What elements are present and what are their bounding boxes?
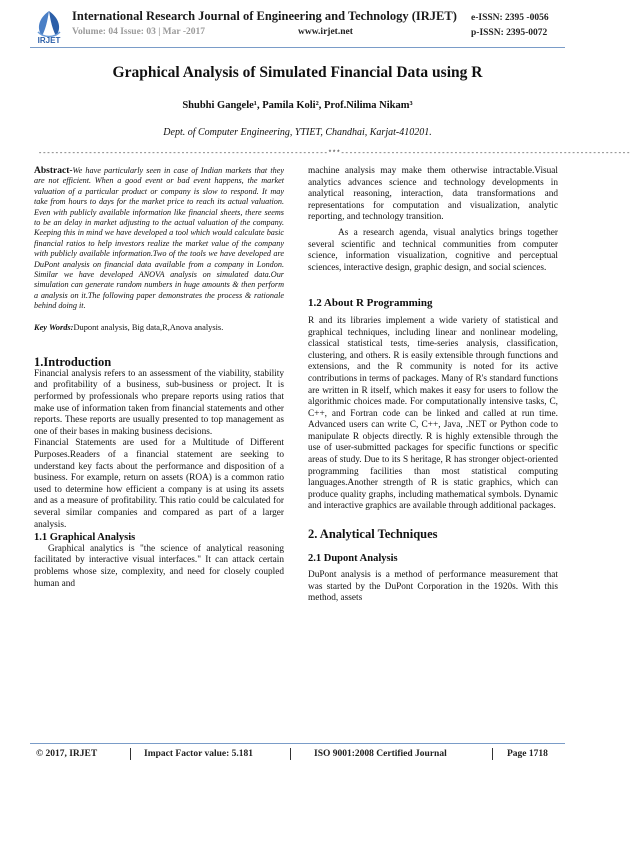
keywords-label: Key Words: bbox=[34, 322, 74, 332]
intro-heading: 1.Introduction bbox=[34, 355, 112, 370]
about-r-heading: 1.2 About R Programming bbox=[308, 297, 433, 310]
logo-text: IRJET bbox=[37, 36, 61, 45]
footer-divider bbox=[130, 748, 131, 760]
header-rule bbox=[30, 47, 565, 48]
paper-affiliation: Dept. of Computer Engineering, YTIET, Chandhai, Karjat-410201. bbox=[163, 127, 432, 138]
footer-impact-factor: Impact Factor value: 5.181 bbox=[144, 749, 254, 759]
left-column bbox=[34, 166, 284, 590]
section-separator: ---------------------------------------------------------------------***--------------------------------------------------------------------- bbox=[38, 150, 630, 158]
graphical-analysis-paragraph-2: As a research agenda, visual analytics brings together several scientific and technical communities from computer science, information visualization, cognitive and perceptual sciences, interactive design, graphic design, and social sciences. bbox=[308, 227, 558, 273]
dupont-heading: 2.1 Dupont Analysis bbox=[308, 552, 398, 564]
about-r-paragraph: R and its libraries implement a wide variety of statistical and graphical techniques, including linear and nonlinear modeling, classical statistical tests, time-series analysis, classification, clustering, and others. R is easily extensible through functions and extensions, and the R community is noted for its active contributions in terms of packages. Many of R's standard functions are written in R itself, which makes it easy for users to follow the algorithmic choices made. For computationally intensive tasks, C, C++, and Fortran code can be linked and called at run time. Advanced users can write C, C++, Java, .NET or Python code to manipulate R objects directly. R is highly extensible through the use of user-submitted packages for specific functions or specific areas of study. Due to its S heritage, R has stronger object-oriented programming facilities than most statistical computing languages.Another strength of R is static graphics, which can produce quality graphs, including mathematical symbols. Dynamic and interactive graphics are available through additional packages. bbox=[308, 315, 558, 512]
graphical-analysis-paragraph-1: Graphical analytics is "the science of analytical reasoning facilitated by interactive visual interfaces." It can attack certain problems whose size, complexity, and need for closely coupled human and bbox=[34, 543, 284, 589]
e-issn: e-ISSN: 2395 -0056 bbox=[471, 13, 549, 23]
paper-title: Graphical Analysis of Simulated Financial Data using R bbox=[112, 64, 483, 81]
footer-rule bbox=[30, 743, 565, 744]
right-column bbox=[308, 166, 558, 605]
footer-divider bbox=[492, 748, 493, 760]
dupont-paragraph: DuPont analysis is a method of performance measurement that was started by the DuPont Corporation in the 1920s. With this method, assets bbox=[308, 570, 558, 604]
paper-authors: Shubhi Gangele¹, Pamila Koli², Prof.Nilima Nikam³ bbox=[182, 100, 413, 111]
analytical-techniques-heading: 2. Analytical Techniques bbox=[308, 527, 438, 542]
intro-paragraph-1: Financial analysis refers to an assessment of the viability, stability and profitability of a business, sub-business or project. It is performed by professionals who prepare reports using ratios that make use of information taken from financial statements and other reports. These reports are usually presented to top management as one of their bases in making business decisions. bbox=[34, 368, 284, 437]
footer-iso: ISO 9001:2008 Certified Journal bbox=[314, 749, 447, 759]
graphical-analysis-paragraph-1-continued: machine analysis may make them otherwise intractable.Visual analytics advances science and technology developments in analytical reasoning, interaction, data transformations and representations for computation and visualization, analytic reporting, and technology transition. bbox=[308, 166, 558, 223]
abstract-label: Abstract- bbox=[34, 166, 73, 176]
volume-line: Volume: 04 Issue: 03 | Mar -2017 bbox=[72, 27, 205, 37]
abstract bbox=[34, 166, 284, 312]
abstract-text: We have particularly seen in case of Indian markets that they are not efficient. When a good event or bad event happens, the market valuation of a particular product or company is slow to respond. It may take from hours to days for the market price to reach its actual valuation. Even with publicly available information like financial sheets, there seems to be an delay in market adjusting to the actual valuation of the company. Keeping this in mind we have developed a tool which would calculate basic financial ratios to help investors realize the market value of the company with publicly available information.Two of the tools we have developed are DuPont analysis on financial data available from a company in London. Similar we have developed ANOVA analysis on simulated data.Our simulation can generate random numbers in huge amounts & then perform a analysis on it.The following paper demonstrates the process & rationale behind doing it. bbox=[34, 166, 284, 311]
p-issn: p-ISSN: 2395-0072 bbox=[471, 28, 548, 38]
graphical-analysis-heading: 1.1 Graphical Analysis bbox=[34, 532, 136, 544]
footer-page-number: Page 1718 bbox=[507, 749, 548, 759]
journal-name: International Research Journal of Engineering and Technology (IRJET) bbox=[72, 9, 457, 23]
footer-copyright: © 2017, IRJET bbox=[36, 749, 98, 759]
footer-divider bbox=[290, 748, 291, 760]
keywords-text: Dupont analysis, Big data,R,Anova analysis. bbox=[73, 322, 224, 332]
intro-paragraph-2: Financial Statements are used for a Multitude of Different Purposes.Readers of a financial statement are seeking to understand key facts about the performance and disposition of a business. For example, return on assets (ROA) is a common ratio used to determine how efficient a company is at using its assets and as a measure of profitability. This ratio could be calculated for several similar companies and compared as part of a larger analysis. bbox=[34, 438, 284, 530]
keywords bbox=[34, 322, 284, 334]
journal-header bbox=[0, 0, 595, 50]
journal-website[interactable]: www.irjet.net bbox=[298, 27, 353, 37]
